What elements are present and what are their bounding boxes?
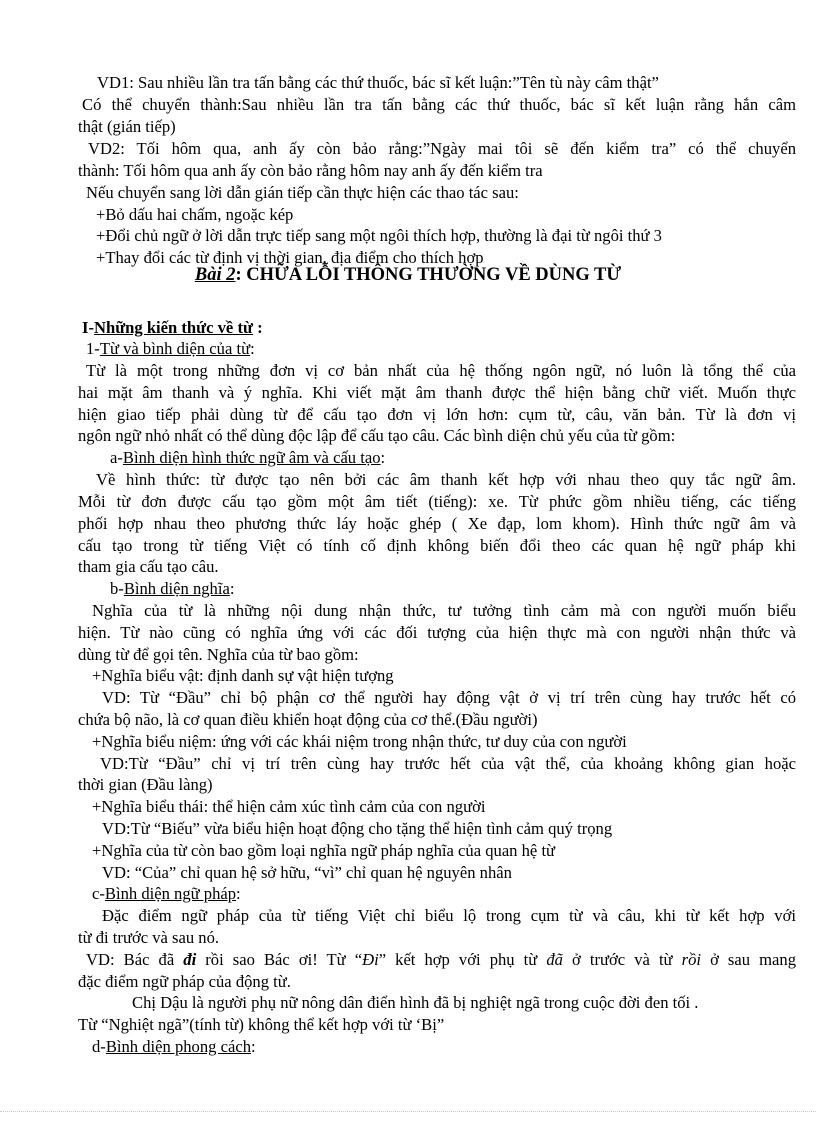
meaning-item: +Nghĩa biểu niệm: ứng với các khái niệm trong nhận thức, tư duy của con người xyxy=(92,732,627,751)
paragraph-line: hiện giao tiếp phải dùng từ để cấu tạo đơn vị lớn hơn: cụm từ, câu, văn bản. Từ là đơn vị xyxy=(78,405,796,424)
part-a-heading-text: Bình diện hình thức ngữ âm và cấu tạo xyxy=(122,448,381,467)
paragraph-line: hiện. Từ nào cũng có nghĩa ứng với các đối tượng của hiện thực mà con người nhận thức và xyxy=(78,623,796,642)
paragraph-line: ngôn ngữ nhỏ nhất có thể dùng độc lập để cấu tạo câu. Các bình diện chủ yếu của từ gồm: xyxy=(78,426,676,445)
example-line: đặc điểm ngữ pháp của động từ. xyxy=(78,972,291,991)
example-line: VD:Từ “Đầu” chỉ vị trí trên cùng hay trước hết của vật thể, của khoảng không gian hoặc xyxy=(100,754,796,773)
paragraph-line: Nghĩa của từ là những nội dung nhận thức, tư tưởng tình cảm mà con người muốn biểu xyxy=(92,601,796,620)
section1-sub1-heading: Từ và bình diện của từ xyxy=(99,339,251,358)
indirect-step1: +Bỏ dấu hai chấm, ngoặc kép xyxy=(96,205,294,224)
example-line: VD: Từ “Đầu” chỉ bộ phận cơ thể người hay động vật ở vị trí trên cùng hay trước hết có xyxy=(102,688,796,707)
example-line: Từ “Nghiệt ngã”(tính từ) không thể kết hợp với từ ‘Bị” xyxy=(78,1015,445,1034)
paragraph-line: hai mặt âm thanh và ý nghĩa. Khi viết mặt âm thanh được thể hiện bằng chữ viết. Muốn thực xyxy=(78,383,796,402)
paragraph-line: Mỗi từ đơn được cấu tạo gồm một âm tiết (tiếng): xe. Từ phức gồm nhiều tiếng, các tiếng xyxy=(78,492,796,511)
vd2-line1: VD2: Tối hôm qua, anh ấy còn bảo rằng:”Ngày mai tôi sẽ đến kiểm tra” có thể chuyển xyxy=(88,139,796,158)
meaning-item: +Nghĩa của từ còn bao gồm loại nghĩa ngữ pháp nghĩa của quan hệ từ xyxy=(92,841,556,860)
indirect-intro: Nếu chuyển sang lời dẫn gián tiếp cần thực hiện các thao tác sau: xyxy=(86,183,519,202)
section1-sub1: 1-Từ và bình diện của từ: xyxy=(86,339,255,358)
example-line: thời gian (Đầu làng) xyxy=(78,775,213,794)
meaning-item: +Nghĩa biểu thái: thể hiện cảm xúc tình cảm của con người xyxy=(92,797,486,816)
part-c-heading: c-Bình diện ngữ pháp: xyxy=(92,884,241,903)
lesson-label: Bài 2 xyxy=(194,265,236,285)
page-bottom-divider xyxy=(0,1111,816,1112)
vd2-line2: thành: Tối hôm qua anh ấy còn bảo rằng hôm nay anh ấy đến kiểm tra xyxy=(78,161,543,180)
part-b-heading: b-Bình diện nghĩa: xyxy=(110,579,235,598)
example-line: VD: Bác đã đi rồi sao Bác ơi! Từ “Đi” kết hợp với phụ từ đã ở trước và từ rồi ở sau mang xyxy=(86,950,796,969)
example-line: VD: “Của” chỉ quan hệ sở hữu, “vì” chỉ quan hệ nguyên nhân xyxy=(102,863,512,882)
section1-heading: I-Những kiến thức về từ : xyxy=(82,318,263,337)
example-line: VD:Từ “Biếu” vừa biểu hiện hoạt động cho tặng thể hiện tình cảm quý trọng xyxy=(102,819,613,838)
part-c-heading-text: Bình diện ngữ pháp xyxy=(104,884,237,903)
lesson-title-text: : CHỮA LỖI THÔNG THƯỜNG VỀ DÙNG TỪ xyxy=(235,265,622,285)
section1-heading-text: Những kiến thức về từ xyxy=(93,318,253,337)
paragraph-line: cấu tạo trong từ tiếng Việt có tính cố định không biến đổi theo các quan hệ ngữ pháp khi xyxy=(78,536,796,555)
part-b-heading-text: Bình diện nghĩa xyxy=(123,579,230,598)
lesson-title xyxy=(0,265,816,287)
meaning-item: +Nghĩa biểu vật: định danh sự vật hiện tượng xyxy=(92,666,394,685)
vd1-line1: VD1: Sau nhiều lần tra tấn bằng các thứ thuốc, bác sĩ kết luận:”Tên tù này câm thật” xyxy=(97,73,659,92)
paragraph-line: phối hợp nhau theo phương thức láy hoặc ghép ( Xe đạp, lom khom). Hình thức ngữ âm và xyxy=(78,514,796,533)
paragraph-line: Từ là một trong những đơn vị cơ bản nhất của hệ thống ngôn ngữ, nó luôn là tổng thể của xyxy=(86,361,796,380)
paragraph-line: tham gia cấu tạo câu. xyxy=(78,557,219,576)
paragraph-line: từ đi trước và sau nó. xyxy=(78,928,220,947)
example-line: Chị Dậu là người phụ nữ nông dân điển hình đã bị nghiệt ngã trong cuộc đời đen tối . xyxy=(132,993,699,1012)
indirect-step3: +Thay đổi các từ định vị thời gian, địa điểm cho thích hợp xyxy=(96,248,484,267)
paragraph-line: Về hình thức: từ được tạo nên bởi các âm thanh kết hợp với nhau theo quy tắc ngữ âm. xyxy=(96,470,796,489)
example-line: chứa bộ não, là cơ quan điều khiển hoạt động của cơ thể.(Đầu người) xyxy=(78,710,538,729)
vd1-line3: thật (gián tiếp) xyxy=(78,117,176,136)
part-d-heading: d-Bình diện phong cách: xyxy=(92,1037,256,1056)
part-a-heading: a-Bình diện hình thức ngữ âm và cấu tạo: xyxy=(110,448,386,467)
part-d-heading-text: Bình diện phong cách xyxy=(105,1037,251,1056)
paragraph-line: Đặc điểm ngữ pháp của từ tiếng Việt chỉ biểu lộ trong cụm từ và câu, khi từ kết hợp với xyxy=(102,906,796,925)
vd1-line2: Có thể chuyển thành:Sau nhiều lần tra tấn bằng các thứ thuốc, bác sĩ kết luận rằng hắn câm xyxy=(82,95,796,114)
indirect-step2: +Đổi chủ ngữ ở lời dẫn trực tiếp sang một ngôi thích hợp, thường là đại từ ngôi thứ 3 xyxy=(96,226,662,245)
paragraph-line: dùng từ để gọi tên. Nghĩa của từ bao gồm: xyxy=(78,645,359,664)
